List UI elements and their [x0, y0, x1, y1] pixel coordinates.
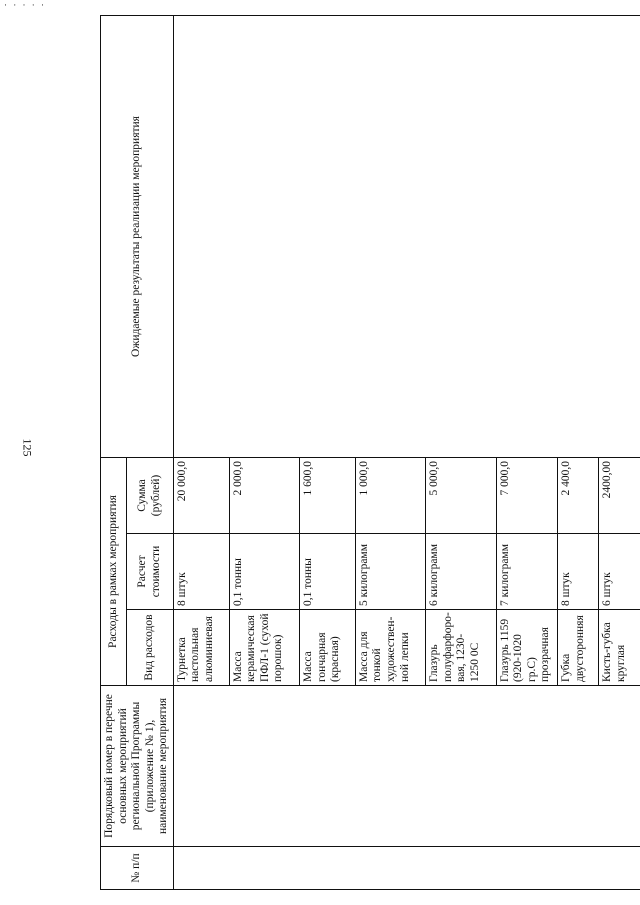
rotated-table-wrapper — [100, 16, 630, 890]
sum-cell: 2 000,0 — [229, 457, 299, 533]
calculation-cell: 8 штук — [173, 534, 229, 610]
expected-results-cell — [173, 15, 640, 457]
program-item-cell — [173, 686, 640, 847]
number-cell — [173, 847, 640, 890]
header-calculation: Расчет стоимости — [126, 534, 173, 610]
calculation-cell: 7 килограмм — [496, 534, 557, 610]
sum-cell: 1 600,0 — [300, 457, 356, 533]
expense-type-cell: Глазурь 1159 (920-1020 гр.С) прозрачная — [496, 610, 557, 686]
scan-marks: · · · · · — [4, 0, 46, 10]
calculation-cell: 6 килограмм — [426, 534, 496, 610]
header-expected-results: Ожидаемые результаты реализации мероприятия — [101, 15, 174, 457]
sum-cell: 7 000,0 — [496, 457, 557, 533]
expense-type-cell: Масса для тонкой художествен-ной лепки — [355, 610, 425, 686]
expense-type-cell: Губка двусторонняя — [557, 610, 598, 686]
sum-cell: 2400,00 — [599, 457, 640, 533]
sum-cell: 20 000,0 — [173, 457, 229, 533]
sum-cell: 1 000,0 — [355, 457, 425, 533]
expense-type-cell: Глазурь полуфарфоро-вая, 1230-1250 0С — [426, 610, 496, 686]
table-row — [173, 15, 229, 889]
expense-type-cell: Кисть-губка круглая — [599, 610, 640, 686]
header-program-item: Порядковый номер в перечне основных мероприятий региональной Программы (приложение № 1), наименование мероприятия — [101, 686, 174, 847]
header-expense-type: Вид расходов — [126, 610, 173, 686]
sum-cell: 5 000,0 — [426, 457, 496, 533]
header-expenses-group: Расходы в рамках мероприятия — [101, 457, 127, 685]
calculation-cell: 6 штук — [599, 534, 640, 610]
page-number: 125 — [20, 438, 35, 457]
header-number: № п/п — [101, 847, 174, 890]
calculation-cell: 5 килограмм — [355, 534, 425, 610]
expenses-table — [100, 15, 640, 890]
header-sum: Сумма (рублей) — [126, 457, 173, 533]
expense-type-cell: Масса керамическая ПФЛ-1 (сухой порошок) — [229, 610, 299, 686]
expense-type-cell: Масса гончарная (красная) — [300, 610, 356, 686]
calculation-cell: 8 штук — [557, 534, 598, 610]
sum-cell: 2 400,0 — [557, 457, 598, 533]
calculation-cell: 0,1 тонны — [229, 534, 299, 610]
calculation-cell: 0,1 тонны — [300, 534, 356, 610]
expense-type-cell: Турнетка настольная алюминиевая — [173, 610, 229, 686]
